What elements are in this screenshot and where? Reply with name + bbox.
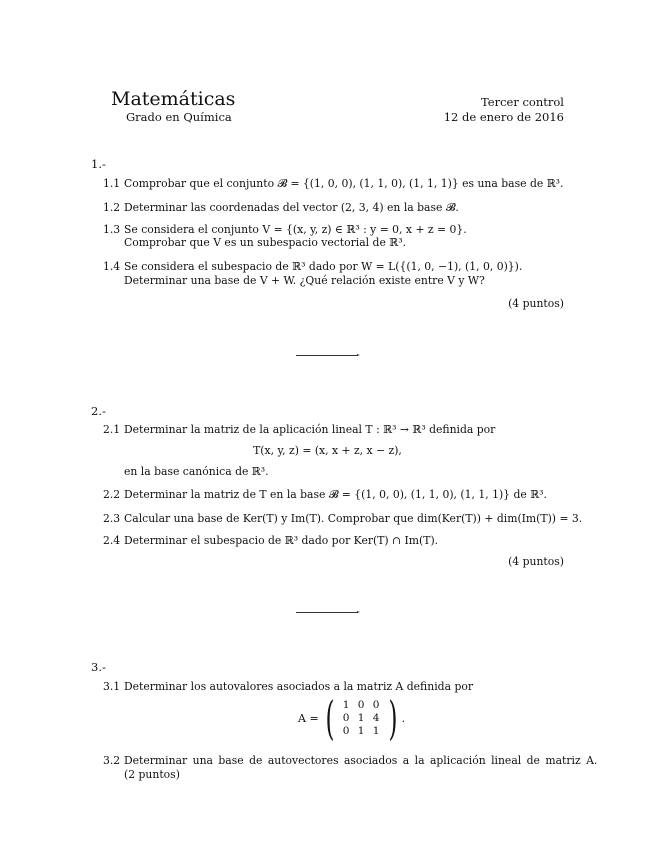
question-3-2 [103,754,597,768]
question-1-4 [103,260,522,274]
matrix-cell: 1 [342,699,350,711]
question-1-1 [103,177,563,191]
question-number: 1.1 [103,177,121,190]
question-2-2 [103,488,547,502]
question-text: Determinar una base de autovectores asociados a la aplicación lineal de matriz A. [124,754,598,767]
question-1-3-line2: Comprobar que V es un subespacio vectorial de ℝ³. [124,236,407,249]
section-label: 1.- [91,157,106,171]
question-1-2 [103,201,459,215]
matrix-cell: 1 [357,712,365,724]
question-1-3 [103,223,467,237]
question-text: Comprobar que el conjunto 𝓑 = {(1, 0, 0), (1, 1, 0), (1, 1, 1)} es una base de ℝ³. [124,177,564,190]
question-number: 1.2 [103,201,121,214]
question-2-1-after: en la base canónica de ℝ³. [124,465,269,478]
points-label: (2 puntos) [124,768,180,781]
points-label: (4 puntos) [508,555,564,568]
degree-subtitle: Grado en Química [126,110,232,124]
right-paren: ) [388,691,398,745]
question-text: Calcular una base de Ker(T) y Im(T). Comprobar que dim(Ker(T)) + dim(Im(T)) = 3. [124,512,583,525]
left-paren: ( [325,691,335,745]
question-text: Se considera el conjunto V = {(x, y, z) ∈ ℝ³ : y = 0, x + z = 0}. [124,223,467,236]
question-2-3 [103,512,582,526]
matrix-cell: 1 [372,725,380,737]
section-divider [296,612,358,613]
section-label: 2.- [91,404,106,418]
matrix-cell: 0 [342,712,350,724]
question-text: Se considera el subespacio de ℝ³ dado por W = L({(1, 0, −1), (1, 0, 0)}). [124,260,523,273]
question-number: 2.2 [103,488,121,501]
exam-name: Tercer control [481,95,564,109]
matrix-cell: 1 [357,725,365,737]
matrix-block [298,691,406,745]
question-text: Determinar la matriz de la aplicación lineal T : ℝ³ → ℝ³ definida por [124,423,496,436]
matrix-cell: 4 [372,712,380,724]
points-label: (4 puntos) [508,297,564,310]
matrix-cell: 0 [342,725,350,737]
question-number: 2.3 [103,512,121,525]
question-text: Determinar la matriz de T en la base 𝓑 = {(1, 0, 0), (1, 1, 0), (1, 1, 1)} de ℝ³. [124,488,547,501]
matrix-label: A = [298,711,319,725]
section-label: 3.- [91,660,106,674]
question-number: 1.4 [103,260,121,273]
question-2-1 [103,423,495,437]
exam-date: 12 de enero de 2016 [443,110,564,124]
question-3-1 [103,680,473,694]
question-text: Determinar los autovalores asociados a la matriz A definida por [124,680,474,693]
question-2-4 [103,534,438,548]
matrix-cell: 0 [357,699,365,711]
question-number: 3.1 [103,680,121,693]
question-number: 1.3 [103,223,121,236]
question-number: 2.1 [103,423,121,436]
question-number: 2.4 [103,534,121,547]
question-text: Determinar el subespacio de ℝ³ dado por Ker(T) ∩ Im(T). [124,534,439,547]
question-number: 3.2 [103,754,121,767]
question-text: Determinar las coordenadas del vector (2, 3, 4) en la base 𝓑. [124,201,459,214]
formula: T(x, y, z) = (x, x + z, x − z), [253,444,402,457]
question-1-4-line2: Determinar una base de V + W. ¿Qué relación existe entre V y W? [124,274,485,287]
section-divider [296,355,358,356]
matrix-grid [339,699,384,737]
course-title: Matemáticas [111,88,236,110]
matrix-end: . [401,711,406,725]
matrix-cell: 0 [372,699,380,711]
